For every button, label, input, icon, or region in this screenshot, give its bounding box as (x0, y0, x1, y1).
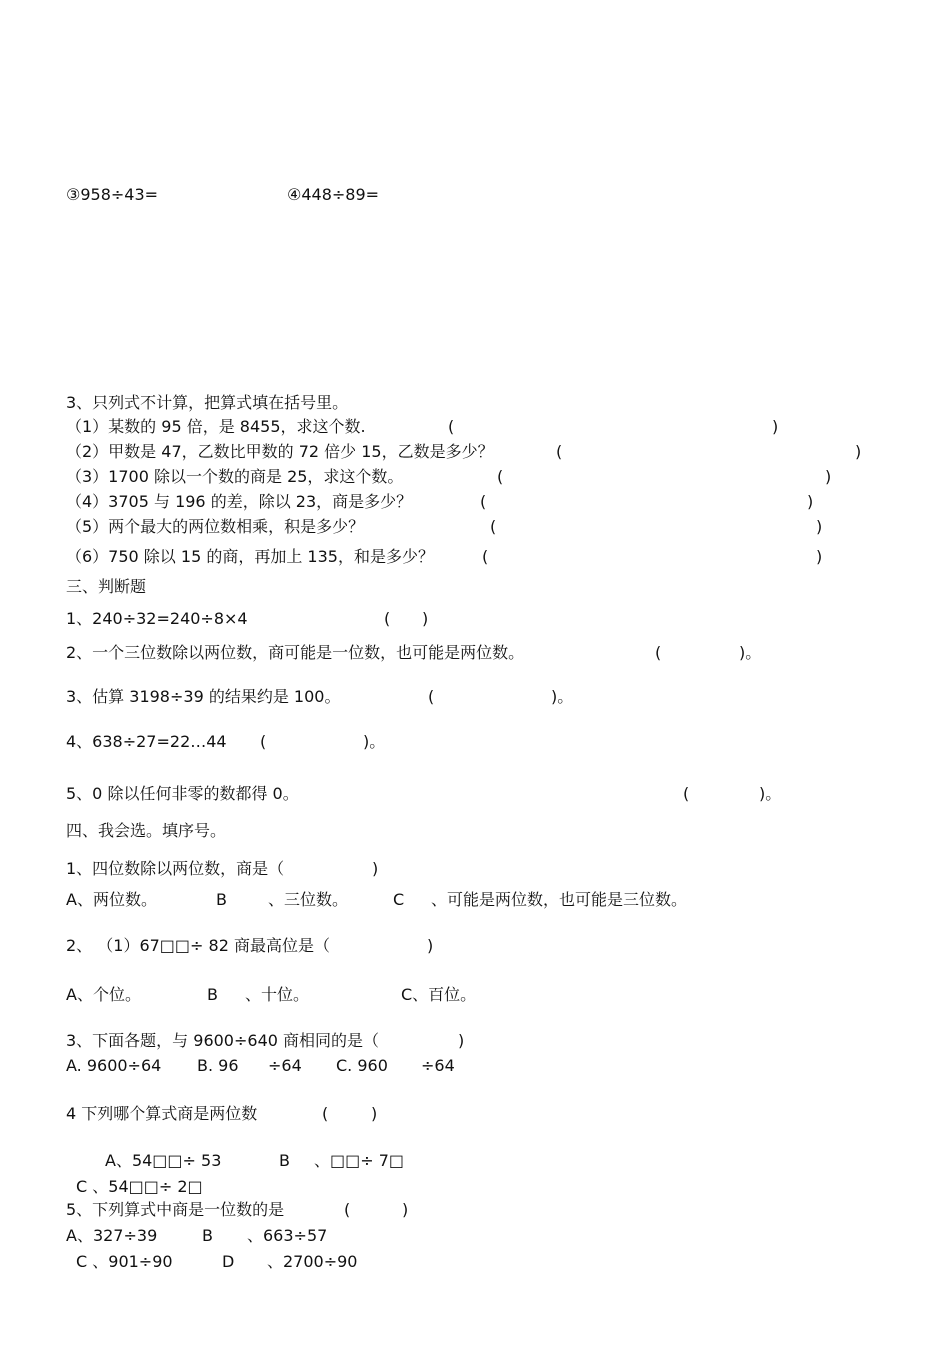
section-title: 三、判断题 (66, 577, 147, 596)
answer-bracket-close: )。 (551, 687, 574, 706)
answer-bracket-open: ( (384, 609, 391, 628)
answer-bracket-open: ( (448, 417, 455, 436)
question-text: 3、下面各题，与 9600÷640 商相同的是（ (66, 1031, 380, 1050)
answer-bracket-open: ( (490, 517, 497, 536)
option-a: A、327÷39 (66, 1226, 158, 1245)
option-b-text: 、十位。 (245, 985, 310, 1004)
question-text: （6）750 除以 15 的商，再加上 135，和是多少？ (66, 547, 434, 566)
option-b-text: 、663÷57 (247, 1226, 328, 1245)
option-b-text: 、□□÷ 7□ (314, 1151, 405, 1170)
option-b-letter: B (279, 1151, 290, 1170)
option-a: A、两位数。 (66, 890, 157, 909)
answer-bracket-close: ) (427, 936, 434, 955)
option-b-text: 、三位数。 (268, 890, 349, 909)
question-text: （3）1700 除以一个数的商是 25，求这个数。 (66, 467, 404, 486)
answer-bracket-close: ) (422, 609, 429, 628)
answer-bracket-close: ) (816, 547, 823, 566)
option-d-text: 、2700÷90 (267, 1252, 358, 1271)
answer-bracket-open: ( (428, 687, 435, 706)
answer-bracket-close: )。 (363, 732, 386, 751)
option-b: B. 96 (197, 1056, 239, 1075)
answer-bracket-close: )。 (739, 643, 762, 662)
question-text: （4）3705 与 196 的差，除以 23，商是多少？ (66, 492, 413, 511)
answer-bracket-open: ( (260, 732, 267, 751)
answer-bracket-close: ) (402, 1200, 409, 1219)
question-text: （1）某数的 95 倍，是 8455，求这个数. (66, 417, 366, 436)
question-text: 3、估算 3198÷39 的结果约是 100。 (66, 687, 341, 706)
question-text: （2）甲数是 47，乙数比甲数的 72 倍少 15，乙数是多少？ (66, 442, 494, 461)
answer-bracket-open: ( (322, 1104, 329, 1123)
question-text: 2、 （1）67□□÷ 82 商最高位是（ (66, 936, 330, 955)
option-d-letter: D (222, 1252, 235, 1271)
answer-bracket-close: ) (371, 1104, 378, 1123)
answer-bracket-open: ( (480, 492, 487, 511)
option-a: A、个位。 (66, 985, 141, 1004)
question-text: 4、638÷27=22…44 (66, 732, 227, 751)
question-text: （5）两个最大的两位数相乘，积是多少？ (66, 517, 365, 536)
option-c: C、百位。 (401, 985, 477, 1004)
answer-bracket-close: ) (372, 859, 379, 878)
question-text: 1、四位数除以两位数，商是（ (66, 859, 285, 878)
option-a: A、54□□÷ 53 (105, 1151, 222, 1170)
question-text: 5、下列算式中商是一位数的是 (66, 1200, 285, 1219)
option-c: C 、901÷90 (76, 1252, 173, 1271)
option-b-letter: B (207, 985, 218, 1004)
answer-bracket-open: ( (482, 547, 489, 566)
answer-bracket-close: ) (825, 467, 832, 486)
answer-bracket-open: ( (344, 1200, 351, 1219)
section-title: 四、我会选。填序号。 (66, 821, 227, 840)
question-text: 1、240÷32=240÷8×4 (66, 609, 248, 628)
option-b-tail: ÷64 (268, 1056, 302, 1075)
answer-bracket-open: ( (683, 784, 690, 803)
option-b-letter: B (216, 890, 227, 909)
answer-bracket-open: ( (497, 467, 504, 486)
answer-bracket-close: )。 (759, 784, 782, 803)
answer-bracket-close: ) (807, 492, 814, 511)
section-title: 3、只列式不计算，把算式填在括号里。 (66, 393, 349, 412)
calc-item-4: ④448÷89= (287, 185, 380, 204)
option-c-text: 、可能是两位数，也可能是三位数。 (431, 890, 688, 909)
answer-bracket-open: ( (655, 643, 662, 662)
question-text: 2、一个三位数除以两位数，商可能是一位数，也可能是两位数。 (66, 643, 525, 662)
option-c-letter: C (393, 890, 405, 909)
answer-bracket-close: ) (458, 1031, 465, 1050)
answer-bracket-open: ( (556, 442, 563, 461)
option-c-tail: ÷64 (421, 1056, 455, 1075)
calc-item-3: ③958÷43= (66, 185, 159, 204)
answer-bracket-close: ) (772, 417, 779, 436)
option-c: C 、54□□÷ 2□ (76, 1177, 203, 1196)
question-text: 5、0 除以任何非零的数都得 0。 (66, 784, 299, 803)
question-text: 4 下列哪个算式商是两位数 (66, 1104, 258, 1123)
answer-bracket-close: ) (816, 517, 823, 536)
option-c: C. 960 (336, 1056, 388, 1075)
option-a: A. 9600÷64 (66, 1056, 162, 1075)
option-b-letter: B (202, 1226, 213, 1245)
answer-bracket-close: ) (855, 442, 862, 461)
